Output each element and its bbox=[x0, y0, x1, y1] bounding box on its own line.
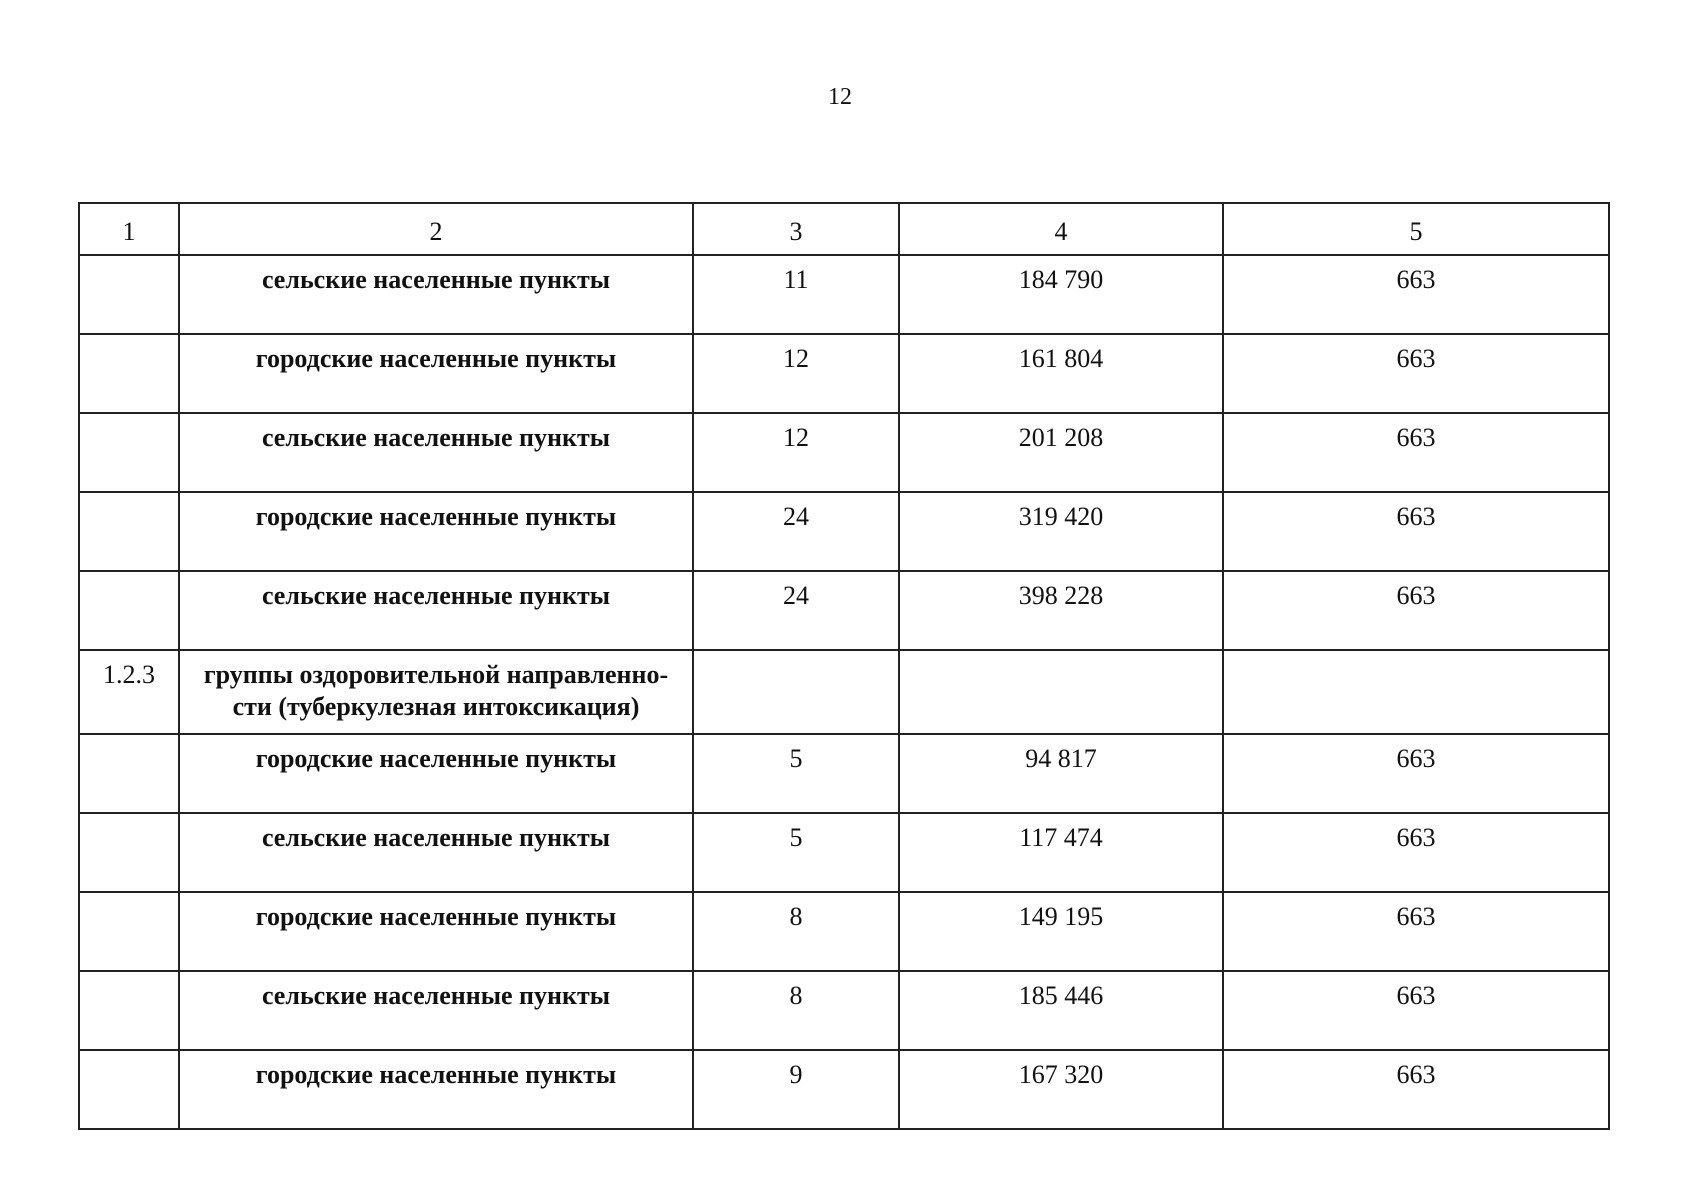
tariff-table bbox=[78, 202, 1610, 1130]
row-col-5: 663 bbox=[1223, 492, 1609, 571]
section-row bbox=[79, 650, 1609, 734]
table-row bbox=[79, 892, 1609, 971]
row-number bbox=[79, 734, 179, 813]
row-col-3: 5 bbox=[693, 813, 899, 892]
row-col-3: 24 bbox=[693, 492, 899, 571]
row-number bbox=[79, 813, 179, 892]
row-col-3: 12 bbox=[693, 413, 899, 492]
row-col-4 bbox=[899, 650, 1223, 734]
row-number bbox=[79, 492, 179, 571]
section-number: 1.2.3 bbox=[79, 650, 179, 734]
row-col-5: 663 bbox=[1223, 971, 1609, 1050]
header-col-4: 4 bbox=[899, 203, 1223, 255]
row-label: сельские населенные пункты bbox=[179, 571, 693, 650]
table-row bbox=[79, 413, 1609, 492]
row-label: городские населенные пункты bbox=[179, 734, 693, 813]
row-col-5: 663 bbox=[1223, 571, 1609, 650]
row-number bbox=[79, 971, 179, 1050]
header-col-2: 2 bbox=[179, 203, 693, 255]
row-col-5: 663 bbox=[1223, 413, 1609, 492]
row-col-4: 167 320 bbox=[899, 1050, 1223, 1129]
row-col-3: 12 bbox=[693, 334, 899, 413]
table-row bbox=[79, 971, 1609, 1050]
row-col-5: 663 bbox=[1223, 1050, 1609, 1129]
row-label: городские населенные пункты bbox=[179, 334, 693, 413]
table-header-row bbox=[79, 203, 1609, 255]
row-label: городские населенные пункты bbox=[179, 492, 693, 571]
row-col-4: 94 817 bbox=[899, 734, 1223, 813]
row-col-5 bbox=[1223, 650, 1609, 734]
row-col-4: 185 446 bbox=[899, 971, 1223, 1050]
row-col-5: 663 bbox=[1223, 734, 1609, 813]
row-number bbox=[79, 1050, 179, 1129]
row-label: сельские населенные пункты bbox=[179, 971, 693, 1050]
row-col-3: 9 bbox=[693, 1050, 899, 1129]
row-col-3: 24 bbox=[693, 571, 899, 650]
row-col-3 bbox=[693, 650, 899, 734]
table-row bbox=[79, 734, 1609, 813]
section-title: группы оздоровительной направленно-сти (туберкулезная интоксикация) bbox=[179, 650, 693, 734]
row-label: городские населенные пункты bbox=[179, 892, 693, 971]
row-col-4: 149 195 bbox=[899, 892, 1223, 971]
row-col-5: 663 bbox=[1223, 255, 1609, 334]
header-col-1: 1 bbox=[79, 203, 179, 255]
row-col-5: 663 bbox=[1223, 813, 1609, 892]
table-row bbox=[79, 1050, 1609, 1129]
page-number: 12 bbox=[828, 84, 852, 110]
row-col-4: 201 208 bbox=[899, 413, 1223, 492]
row-number bbox=[79, 334, 179, 413]
row-col-4: 117 474 bbox=[899, 813, 1223, 892]
table-row bbox=[79, 571, 1609, 650]
row-number bbox=[79, 571, 179, 650]
row-col-3: 8 bbox=[693, 971, 899, 1050]
table-row bbox=[79, 813, 1609, 892]
row-label: сельские населенные пункты bbox=[179, 255, 693, 334]
row-number bbox=[79, 892, 179, 971]
row-label: сельские населенные пункты bbox=[179, 413, 693, 492]
row-number bbox=[79, 255, 179, 334]
row-col-3: 11 bbox=[693, 255, 899, 334]
row-col-4: 184 790 bbox=[899, 255, 1223, 334]
row-label: сельские населенные пункты bbox=[179, 813, 693, 892]
row-col-4: 161 804 bbox=[899, 334, 1223, 413]
row-col-3: 8 bbox=[693, 892, 899, 971]
header-col-5: 5 bbox=[1223, 203, 1609, 255]
row-col-4: 319 420 bbox=[899, 492, 1223, 571]
table-row bbox=[79, 255, 1609, 334]
row-number bbox=[79, 413, 179, 492]
row-col-4: 398 228 bbox=[899, 571, 1223, 650]
row-col-5: 663 bbox=[1223, 334, 1609, 413]
row-label: городские населенные пункты bbox=[179, 1050, 693, 1129]
header-col-3: 3 bbox=[693, 203, 899, 255]
table-row bbox=[79, 334, 1609, 413]
row-col-5: 663 bbox=[1223, 892, 1609, 971]
row-col-3: 5 bbox=[693, 734, 899, 813]
table-row bbox=[79, 492, 1609, 571]
